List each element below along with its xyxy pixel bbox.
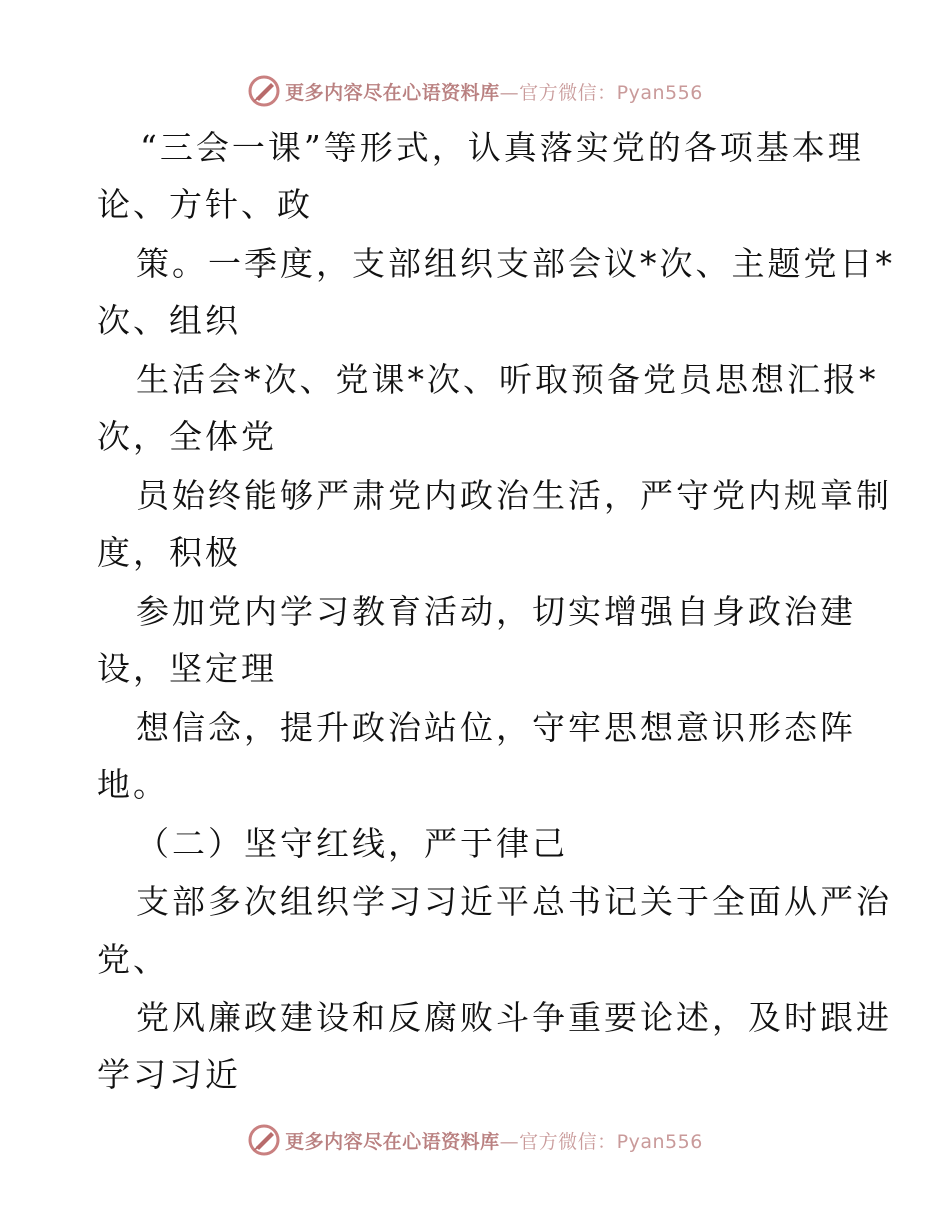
text-line-9: 参加党内学习教育活动，切实增强自身政治建	[136, 592, 856, 631]
text-line-7: 员始终能够严肃党内政治生活，严守党内规章制	[136, 476, 892, 515]
footer-watermark-banner	[0, 1120, 950, 1160]
brand-logo-icon	[247, 74, 281, 108]
banner-wechat: 官方微信：Pyan556	[519, 81, 703, 104]
text-line-3: 策。一季度，支部组织支部会议*次、主题党日*	[136, 244, 895, 283]
header-watermark-banner	[0, 71, 950, 111]
text-line-2: 论、方针、政	[97, 185, 313, 224]
banner-site-name: 更多内容尽在心语资料库	[285, 1130, 500, 1153]
banner-text	[285, 1127, 703, 1154]
text-line-12: 地。	[97, 765, 169, 804]
banner-dash: —	[499, 81, 520, 104]
banner-wechat: 官方微信：Pyan556	[519, 1130, 703, 1153]
text-line-1: “三会一课”等形式，认真落实党的各项基本理	[140, 128, 864, 167]
banner-text	[285, 78, 703, 105]
section-heading: （二）坚守红线，严于律己	[136, 824, 568, 863]
text-line-11: 想信念，提升政治站位，守牢思想意识形态阵	[136, 708, 856, 747]
banner-site-name: 更多内容尽在心语资料库	[285, 81, 500, 104]
text-line-14: 支部多次组织学习习近平总书记关于全面从严治	[136, 882, 892, 921]
text-line-17: 学习习近	[97, 1055, 241, 1094]
text-line-15: 党、	[97, 940, 169, 979]
text-line-8: 度，积极	[97, 533, 241, 572]
text-line-5: 生活会*次、党课*次、听取预备党员思想汇报*	[136, 360, 879, 399]
brand-logo-icon	[247, 1123, 281, 1157]
text-line-4: 次、组织	[97, 301, 241, 340]
text-line-6: 次，全体党	[97, 417, 277, 456]
banner-dash: —	[499, 1130, 520, 1153]
text-line-16: 党风廉政建设和反腐败斗争重要论述，及时跟进	[136, 998, 892, 1037]
text-line-10: 设，坚定理	[97, 649, 277, 688]
